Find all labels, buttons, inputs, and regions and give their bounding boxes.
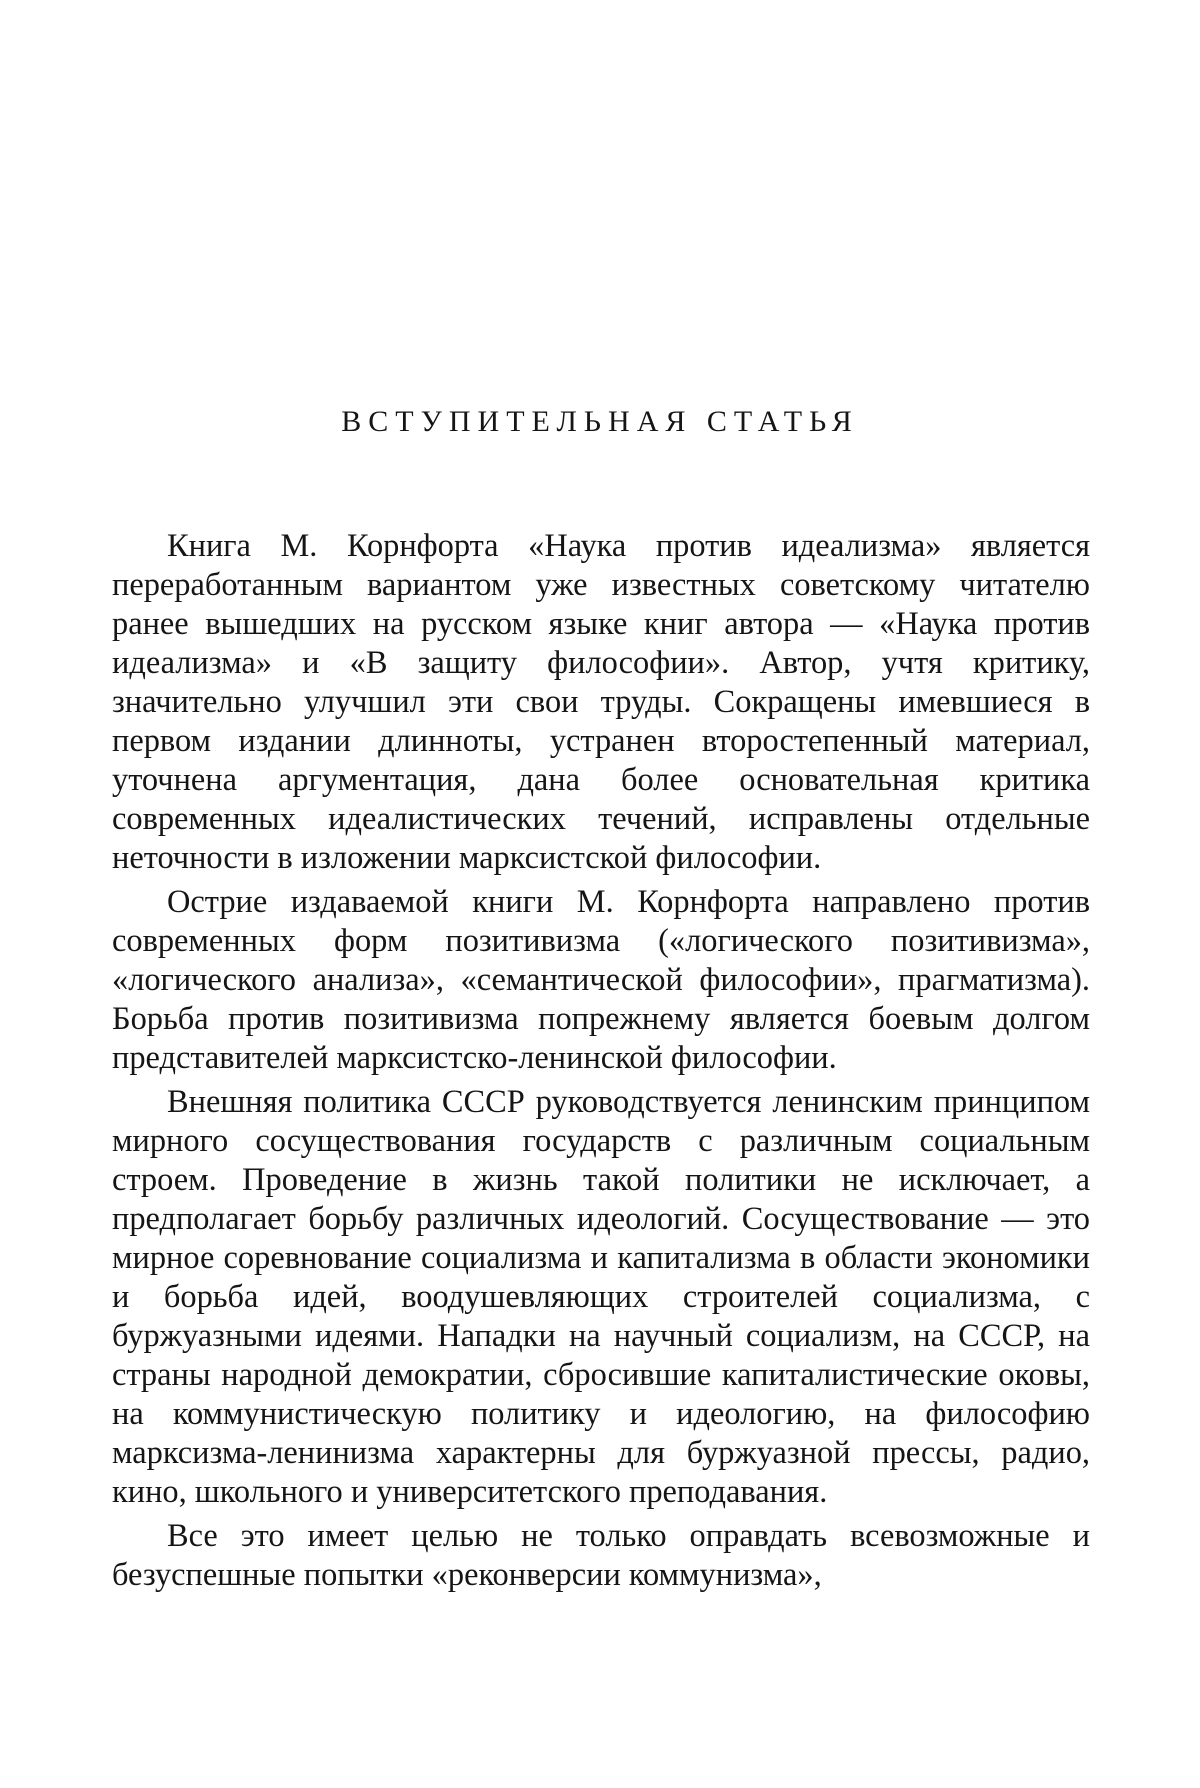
- paragraph-2: Острие издаваемой книги М. Корнфорта направлено против современных форм позитивизма («логического позитивизма», «логического анализа», «семантической философии», прагматизма). Борьба против позитивизма попрежнему является боевым долгом представителей марксистско-ленинской философии.: [112, 884, 1090, 1076]
- paragraph-4: Все это имеет целью не только оправдать всевозможные и безуспешные попытки «реконверсии коммунизма»,: [112, 1518, 1090, 1593]
- section-heading: ВСТУПИТЕЛЬНАЯ СТАТЬЯ: [341, 405, 859, 438]
- paragraph-3: Внешняя политика СССР руководствуется ленинским принципом мирного сосуществования государств с различным социальным строем. Проведение в жизнь такой политики не исключает, а предполагает борьбу различных идеологий. Сосуществование — это мирное соревнование социализма и капитализма в области экономики и борьба идей, воодушевляющих строителей социализма, с буржуазными идеями. Нападки на научный социализм, на СССР, на страны народной демократии, сбросившие капиталистические оковы, на коммунистическую политику и идеологию, на философию марксизма-ленинизма характерны для буржуазной прессы, радио, кино, школьного и университетского преподавания.: [112, 1084, 1090, 1510]
- paragraph-1: Книга М. Корнфорта «Наука против идеализма» является переработанным вариантом уже известных советскому читателю ранее вышедших на русском языке книг автора — «Наука против идеализма» и «В защиту философии». Автор, учтя критику, значительно улучшил эти свои труды. Сокращены имевшиеся в первом издании длинноты, устранен второстепенный материал, уточнена аргументация, дана более основательная критика современных идеалистических течений, исправлены отдельные неточности в изложении марксистской философии.: [112, 528, 1090, 876]
- body-text: [112, 527, 1090, 1595]
